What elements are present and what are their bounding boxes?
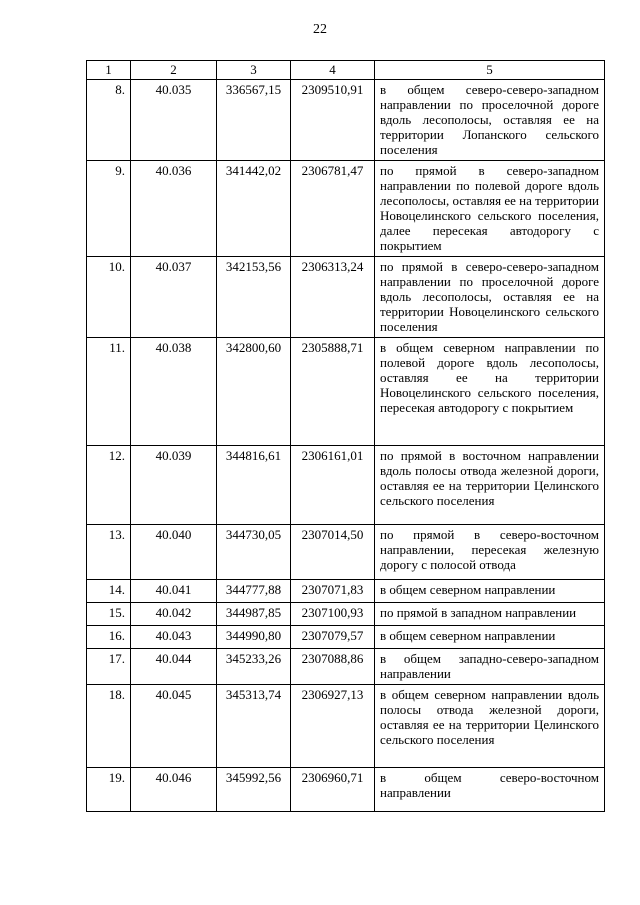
row-number-cell: 9. [87, 161, 131, 257]
column-header: 4 [291, 61, 375, 80]
row-number-cell: 12. [87, 446, 131, 525]
row-number-cell: 13. [87, 525, 131, 580]
point-code-cell: 40.036 [131, 161, 217, 257]
point-code-cell: 40.043 [131, 626, 217, 649]
table-row [87, 80, 605, 161]
table-row [87, 768, 605, 812]
row-number-cell: 14. [87, 580, 131, 603]
row-number-cell: 19. [87, 768, 131, 812]
table-row [87, 161, 605, 257]
point-code-cell: 40.039 [131, 446, 217, 525]
y-coordinate-cell: 2309510,91 [291, 80, 375, 161]
row-number-cell: 17. [87, 649, 131, 685]
x-coordinate-cell: 345992,56 [217, 768, 291, 812]
description-cell: в общем северном направлении [375, 626, 605, 649]
y-coordinate-cell: 2306781,47 [291, 161, 375, 257]
point-code-cell: 40.044 [131, 649, 217, 685]
x-coordinate-cell: 342153,56 [217, 257, 291, 338]
table-row [87, 446, 605, 525]
y-coordinate-cell: 2307100,93 [291, 603, 375, 626]
y-coordinate-cell: 2307014,50 [291, 525, 375, 580]
description-cell: по прямой в северо-северо-западном направлении по проселочной дороге вдоль лесополосы, оставляя ее на территории Новоцелинского сельского поселения [375, 257, 605, 338]
description-cell: в общем северо-восточном направлении [375, 768, 605, 812]
y-coordinate-cell: 2306960,71 [291, 768, 375, 812]
table-row [87, 525, 605, 580]
page-number: 22 [313, 22, 327, 37]
table-row [87, 603, 605, 626]
description-cell: в общем северо-северо-западном направлении по проселочной дороге вдоль лесополосы, оставляя ее на территории Лопанского сельского поселения [375, 80, 605, 161]
description-cell: по прямой в северо-западном направлении по полевой дороге вдоль лесополосы, оставляя ее на территории Новоцелинского сельского поселения, далее пересекая автодорогу с покрытием [375, 161, 605, 257]
x-coordinate-cell: 341442,02 [217, 161, 291, 257]
row-number-cell: 11. [87, 338, 131, 446]
row-number-cell: 16. [87, 626, 131, 649]
point-code-cell: 40.035 [131, 80, 217, 161]
table-body [87, 80, 605, 812]
point-code-cell: 40.041 [131, 580, 217, 603]
y-coordinate-cell: 2306313,24 [291, 257, 375, 338]
x-coordinate-cell: 345313,74 [217, 685, 291, 768]
description-cell: в общем западно-северо-западном направлении [375, 649, 605, 685]
point-code-cell: 40.037 [131, 257, 217, 338]
point-code-cell: 40.040 [131, 525, 217, 580]
row-number-cell: 15. [87, 603, 131, 626]
column-header: 3 [217, 61, 291, 80]
y-coordinate-cell: 2307079,57 [291, 626, 375, 649]
y-coordinate-cell: 2306927,13 [291, 685, 375, 768]
y-coordinate-cell: 2307088,86 [291, 649, 375, 685]
description-cell: в общем северном направлении вдоль полосы отвода железной дороги, оставляя ее на территории Целинского сельского поселения [375, 685, 605, 768]
boundary-points-table [86, 60, 605, 812]
point-code-cell: 40.045 [131, 685, 217, 768]
table-row [87, 685, 605, 768]
description-cell: в общем северном направлении по полевой дороге вдоль лесополосы, оставляя ее на территории Новоцелинского сельского поселения, пересекая автодорогу с покрытием [375, 338, 605, 446]
x-coordinate-cell: 344987,85 [217, 603, 291, 626]
x-coordinate-cell: 344990,80 [217, 626, 291, 649]
row-number-cell: 8. [87, 80, 131, 161]
column-header: 5 [375, 61, 605, 80]
column-header: 2 [131, 61, 217, 80]
table-row [87, 626, 605, 649]
point-code-cell: 40.046 [131, 768, 217, 812]
x-coordinate-cell: 342800,60 [217, 338, 291, 446]
column-header: 1 [87, 61, 131, 80]
table-row [87, 580, 605, 603]
description-cell: по прямой в восточном направлении вдоль полосы отвода железной дороги, оставляя ее на территории Целинского сельского поселения [375, 446, 605, 525]
y-coordinate-cell: 2306161,01 [291, 446, 375, 525]
description-cell: по прямой в западном направлении [375, 603, 605, 626]
description-cell: по прямой в северо-восточном направлении, пересекая железную дорогу с полосой отвода [375, 525, 605, 580]
row-number-cell: 18. [87, 685, 131, 768]
x-coordinate-cell: 344777,88 [217, 580, 291, 603]
table-row [87, 649, 605, 685]
table-row [87, 338, 605, 446]
description-cell: в общем северном направлении [375, 580, 605, 603]
x-coordinate-cell: 345233,26 [217, 649, 291, 685]
table-header-row [87, 61, 605, 80]
y-coordinate-cell: 2307071,83 [291, 580, 375, 603]
row-number-cell: 10. [87, 257, 131, 338]
x-coordinate-cell: 336567,15 [217, 80, 291, 161]
y-coordinate-cell: 2305888,71 [291, 338, 375, 446]
x-coordinate-cell: 344730,05 [217, 525, 291, 580]
point-code-cell: 40.038 [131, 338, 217, 446]
point-code-cell: 40.042 [131, 603, 217, 626]
table-row [87, 257, 605, 338]
x-coordinate-cell: 344816,61 [217, 446, 291, 525]
